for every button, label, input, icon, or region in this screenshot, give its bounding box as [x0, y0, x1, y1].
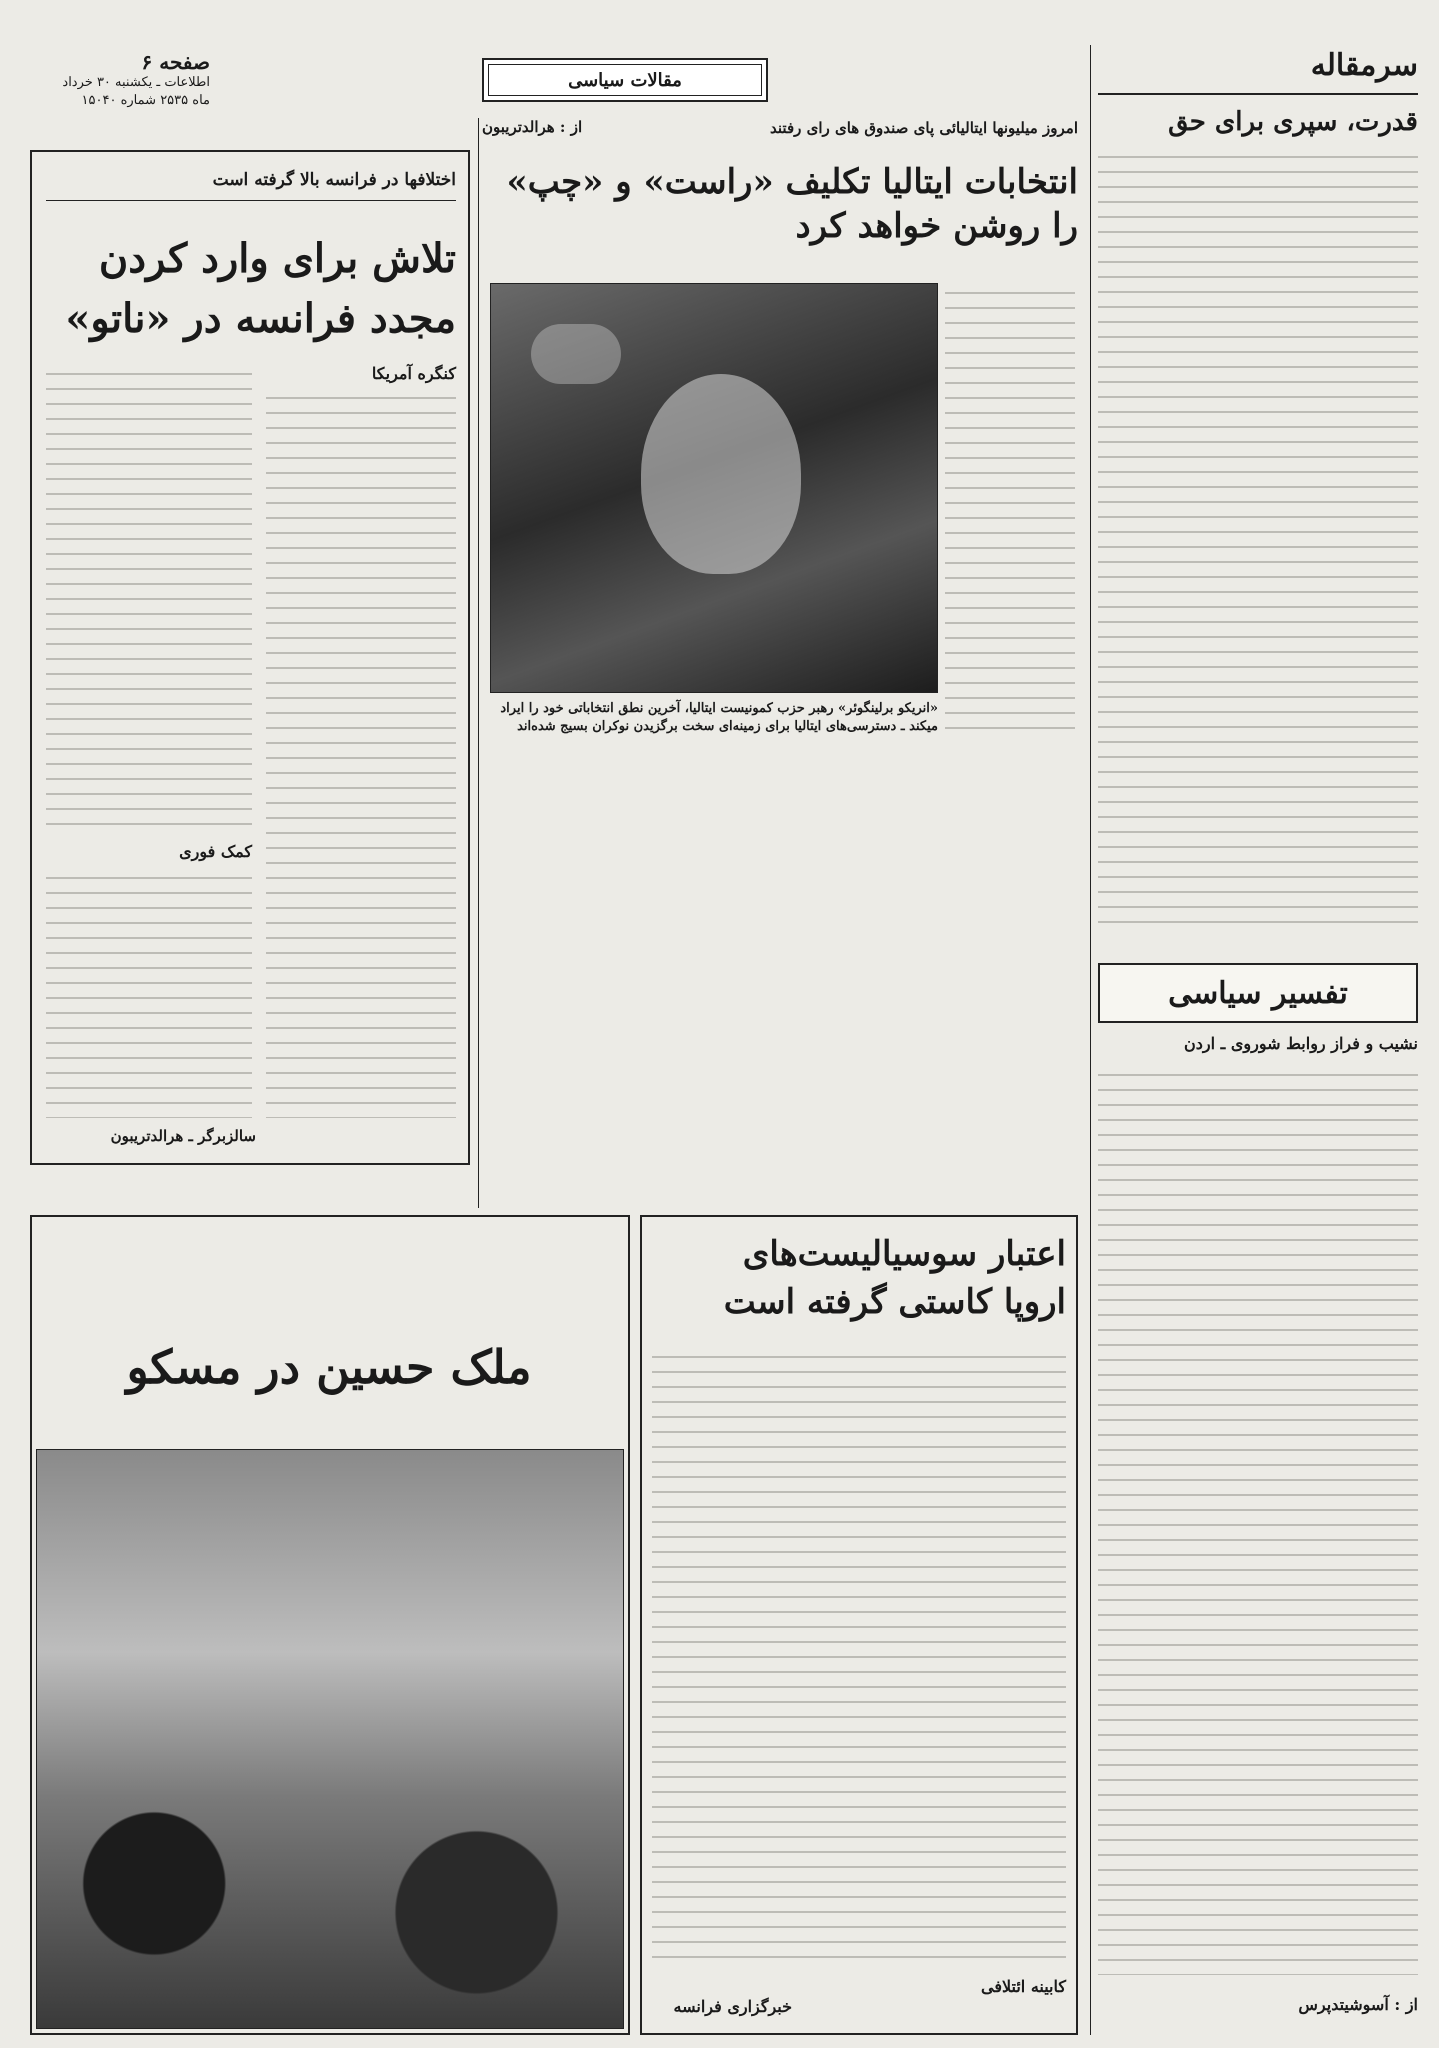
page-header-block — [30, 50, 210, 110]
issue-line: ماه ۲۵۳۵ شماره ۱۵۰۴۰ — [81, 93, 210, 108]
france-author: سالزبرگر ـ هرالدتریبون — [110, 1127, 256, 1145]
france-headline-line1: تلاش برای وارد کردن — [98, 235, 456, 282]
france-body-left-top — [46, 364, 252, 834]
editorial-author: از : آسوشیتدپرس — [1298, 1995, 1418, 2014]
analysis-banner — [1098, 963, 1418, 1023]
editorial-section-title: سرمقاله — [1310, 48, 1418, 83]
section-banner — [482, 58, 768, 102]
section-title: مقالات سیاسی — [488, 64, 762, 96]
hussein-article-box — [30, 1215, 630, 2035]
divider — [46, 200, 456, 201]
socialists-body — [652, 1347, 1066, 1967]
socialists-headline-line2: اروپا کاستی گرفته است — [723, 1282, 1066, 1322]
france-article-box — [30, 150, 470, 1165]
column-rule — [478, 118, 479, 1208]
italy-kicker: امروز میلیونها ایتالیائی پای صندوق های رای رفتند — [770, 119, 1078, 137]
analysis-section-title: تفسیر سیاسی — [1168, 975, 1348, 1011]
column-rule — [1090, 45, 1091, 2035]
italy-photo-caption: «انریکو برلینگوئر» رهبر حزب کمونیست ایتالیا، آخرین نطق انتخاباتی خود را ایراد میکند ـ دسترسی‌های ایتالیا برای زمینه‌ای سخت برگزیدن نوکران بسیج شده‌اند — [500, 701, 938, 734]
page-number-label: صفحه ۶ — [141, 50, 210, 74]
italy-body-cols — [482, 745, 1078, 1205]
editorial-column — [1098, 45, 1418, 2035]
analysis-headline: نشیب و فراز روابط شوروی ـ اردن — [1184, 1034, 1418, 1053]
italy-kicker-row — [482, 118, 1078, 137]
italy-source: از : هرالدتریبون — [482, 118, 583, 136]
editorial-body — [1098, 147, 1418, 927]
hussein-headline: ملک حسین در مسکو — [126, 1340, 532, 1394]
socialists-subhead-right: کابینه ائتلافی — [980, 1977, 1066, 1996]
italy-headline-line1: انتخابات ایتالیا تکلیف «راست» و «چپ» — [506, 162, 1078, 202]
divider — [1098, 93, 1418, 95]
france-subhead-right: کنگره آمریکا — [371, 364, 456, 383]
socialists-subhead-left: خبرگزاری فرانسه — [673, 1997, 792, 2016]
france-headline-line2: مجدد فرانسه در «ناتو» — [65, 295, 456, 342]
raised-hand — [531, 324, 621, 384]
france-subhead-left: کمک فوری — [179, 842, 252, 861]
analysis-body — [1098, 1065, 1418, 1975]
berlinguer-photo — [490, 283, 938, 693]
date-line: اطلاعات ـ یکشنبه ۳۰ خرداد — [62, 75, 210, 90]
editorial-headline: قدرت، سپری برای حق — [1168, 107, 1418, 137]
hussein-moscow-photo — [36, 1449, 624, 2029]
france-kicker: اختلافها در فرانسه بالا گرفته است — [212, 170, 456, 190]
italy-headline-block — [482, 160, 1078, 248]
italy-body-col1 — [945, 283, 1075, 733]
italy-headline-line2: را روشن خواهد کرد — [795, 206, 1078, 246]
france-body-left-bottom — [46, 868, 252, 1118]
france-body-right — [266, 388, 456, 1118]
socialists-article-box — [640, 1215, 1078, 2035]
speaker-figure — [641, 374, 801, 574]
socialists-headline-line1: اعتبار سوسیالیست‌های — [742, 1234, 1066, 1274]
